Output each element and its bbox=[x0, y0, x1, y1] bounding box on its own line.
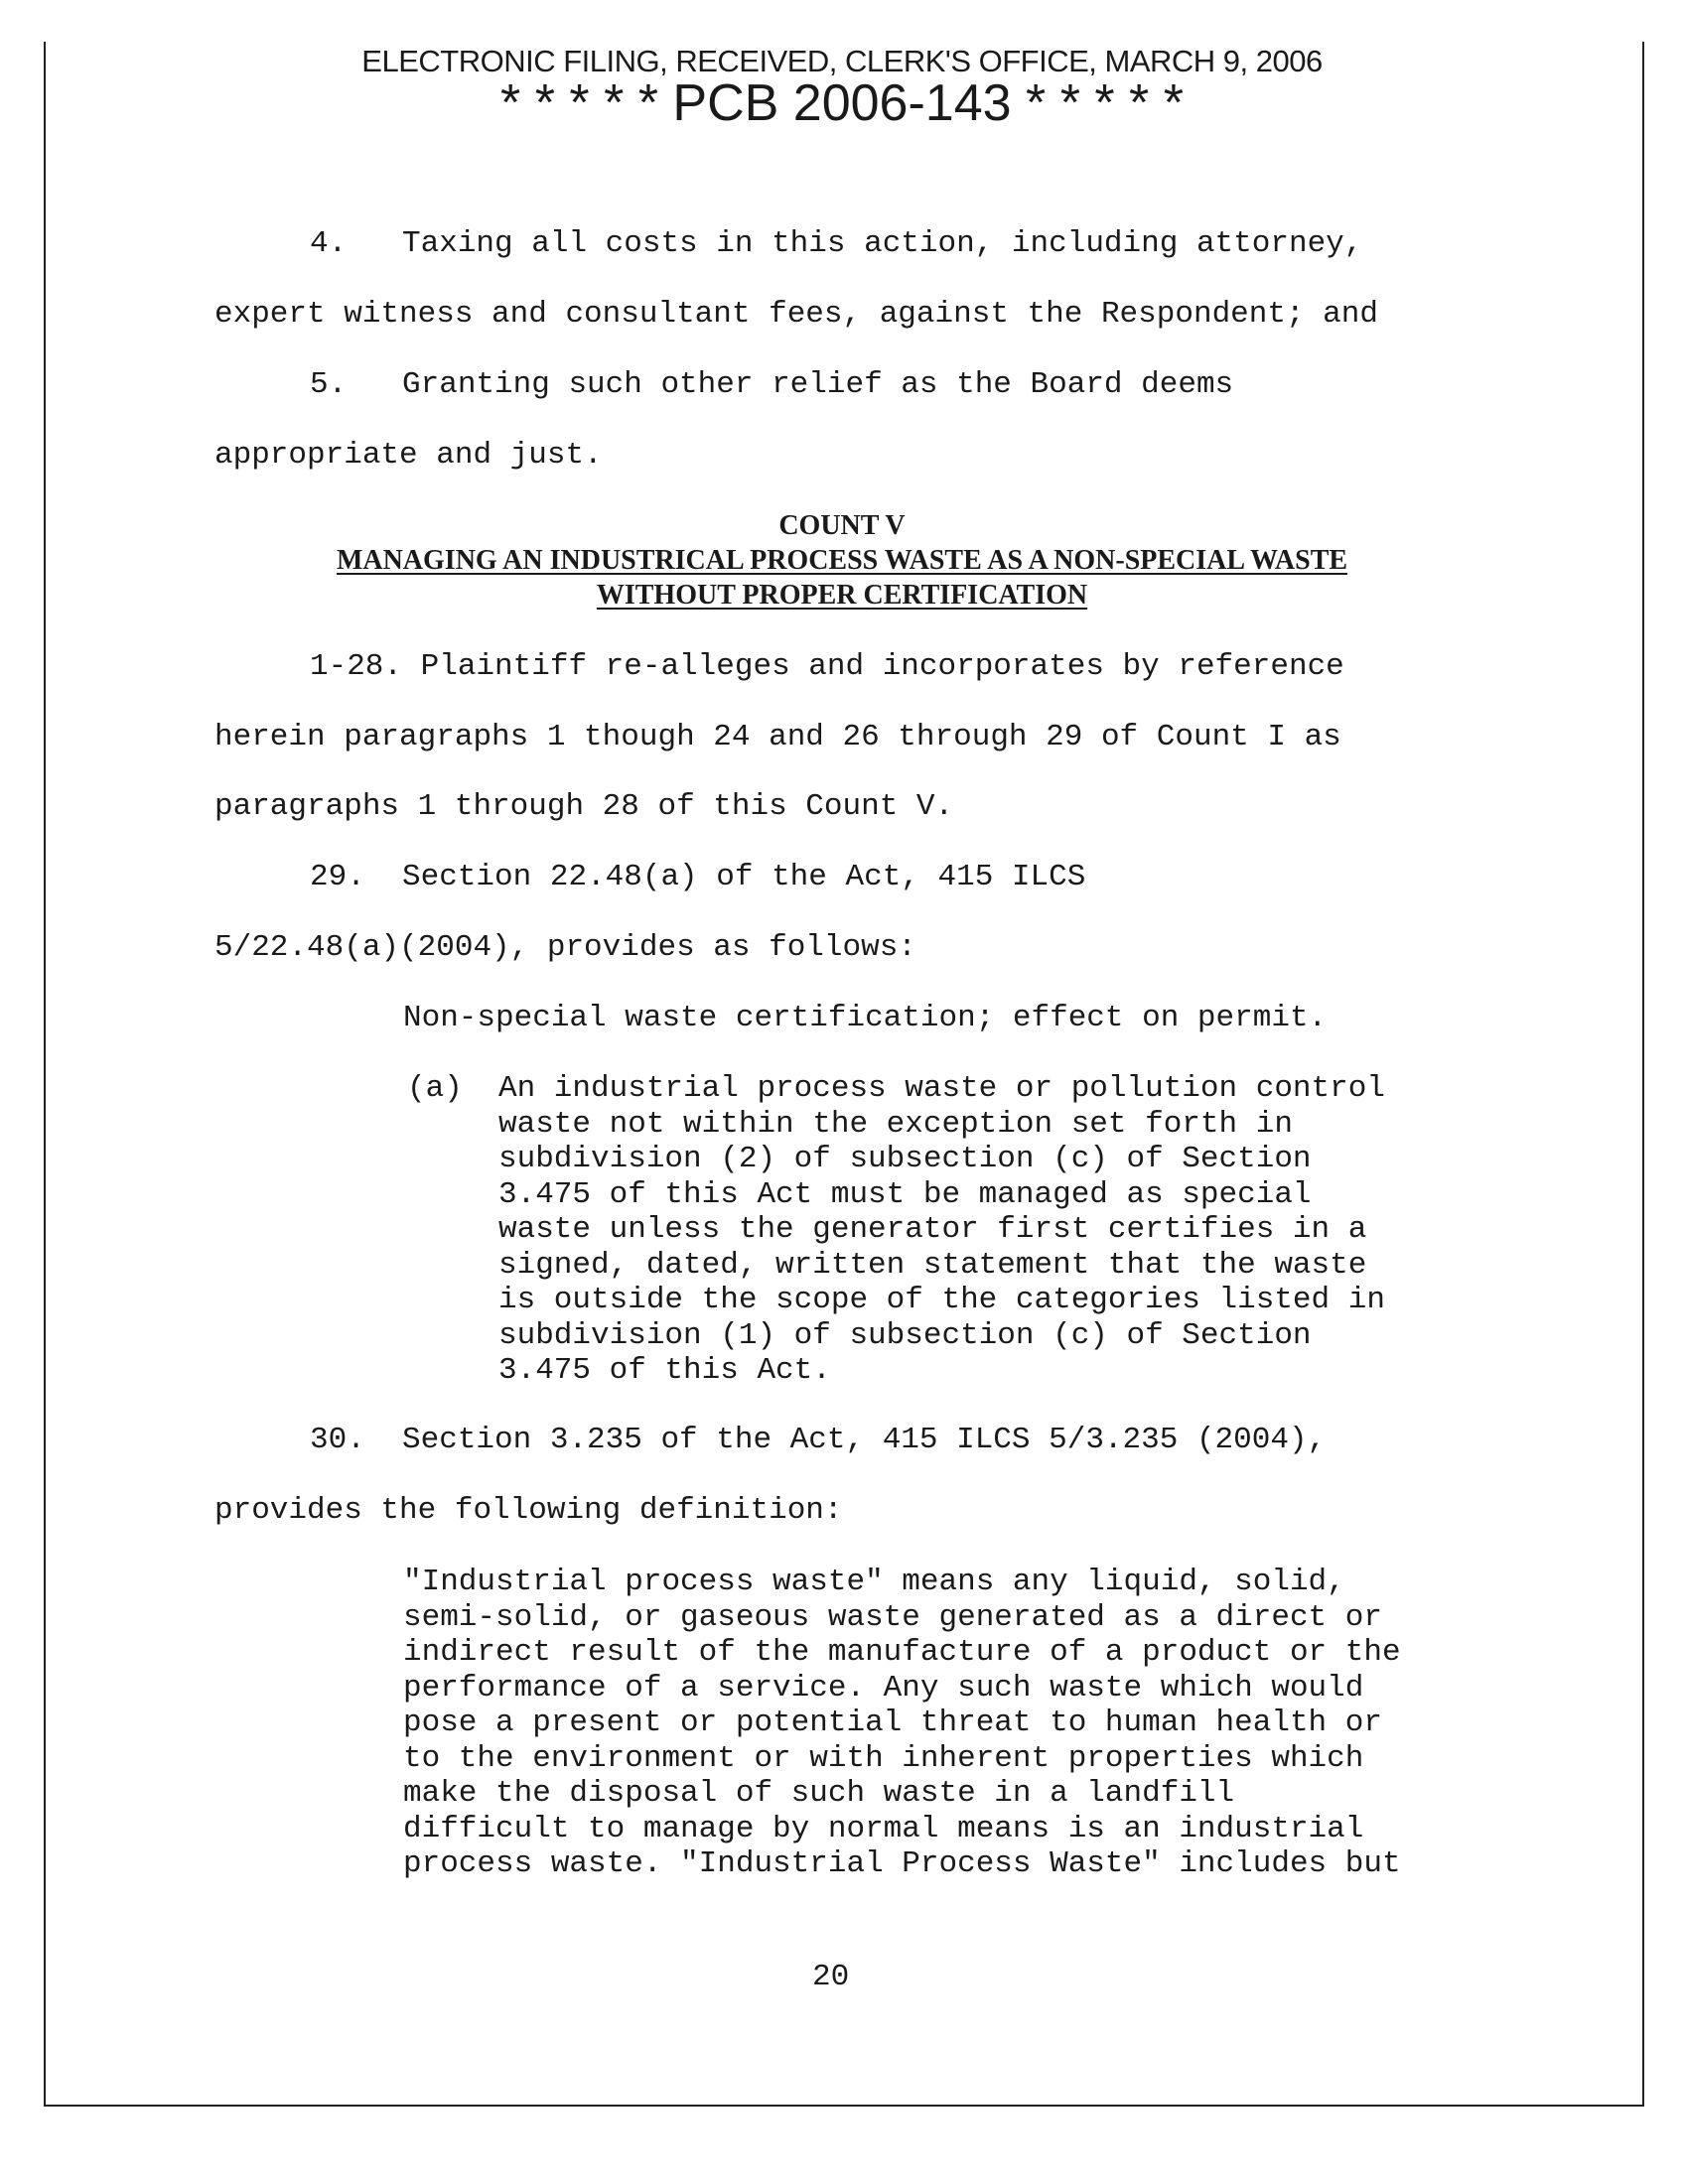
page-number: 20 bbox=[812, 1960, 850, 1994]
filing-stamp: ELECTRONIC FILING, RECEIVED, CLERK'S OFFICE, MARCH 9, 2006 bbox=[361, 44, 1323, 78]
paragraph-5-line-2: appropriate and just. bbox=[214, 438, 603, 473]
count-title: COUNT V bbox=[778, 510, 906, 541]
paragraph-1-28-line-2: herein paragraphs 1 though 24 and 26 through 29 of Count I as bbox=[214, 720, 1341, 754]
definition-quote: "Industrial process waste" means any liquid, solid, semi-solid, or gaseous waste generated as a direct or indirect result of the manufacture of a product or the performance of a service. Any such waste which would pose a present or potential threat to human health or to the environment or with inherent properties which make the disposal of such waste in a landfill difficult to manage by normal means is an industrial process waste. "Industrial Process Waste" includes but bbox=[403, 1565, 1401, 1881]
quote-subsection-text: An industrial process waste or pollution control waste not within the exception set forth in subdivision (2) of subsection (c) of Section 3.475 of this Act must be managed as special waste unless the generator first certifies in a signed, dated, written statement that the waste is outside the scope of the categories listed in subdivision (1) of subsection (c) of Section 3.475 of this Act. bbox=[498, 1071, 1385, 1388]
quote-title: Non-special waste certification; effect on permit. bbox=[403, 1001, 1328, 1035]
case-number: * * * * * PCB 2006-143 * * * * * bbox=[500, 74, 1184, 132]
paragraph-1-28-line-1: 1-28. Plaintiff re-alleges and incorporates by reference bbox=[310, 649, 1344, 684]
paragraph-30-line-2: provides the following definition: bbox=[214, 1493, 843, 1528]
paragraph-4-line-2: expert witness and consultant fees, against the Respondent; and bbox=[214, 297, 1378, 332]
paragraph-30-line-1: 30. Section 3.235 of the Act, 415 ILCS 5/3.235 (2004), bbox=[310, 1423, 1327, 1457]
paragraph-1-28-line-3: paragraphs 1 through 28 of this Count V. bbox=[214, 789, 954, 824]
paragraph-29-line-2: 5/22.48(a)(2004), provides as follows: bbox=[214, 930, 916, 965]
quote-subsection-label: (a) bbox=[407, 1071, 463, 1106]
paragraph-29-line-1: 29. Section 22.48(a) of the Act, 415 ILCS bbox=[310, 860, 1086, 894]
count-heading-line-1: MANAGING AN INDUSTRICAL PROCESS WASTE AS A NON-SPECIAL WASTE bbox=[336, 545, 1348, 576]
paragraph-4-line-1: 4. Taxing all costs in this action, including attorney, bbox=[310, 226, 1363, 261]
paragraph-5-line-1: 5. Granting such other relief as the Board deems bbox=[310, 367, 1234, 402]
count-heading-line-2: WITHOUT PROPER CERTIFICATION bbox=[596, 580, 1088, 611]
